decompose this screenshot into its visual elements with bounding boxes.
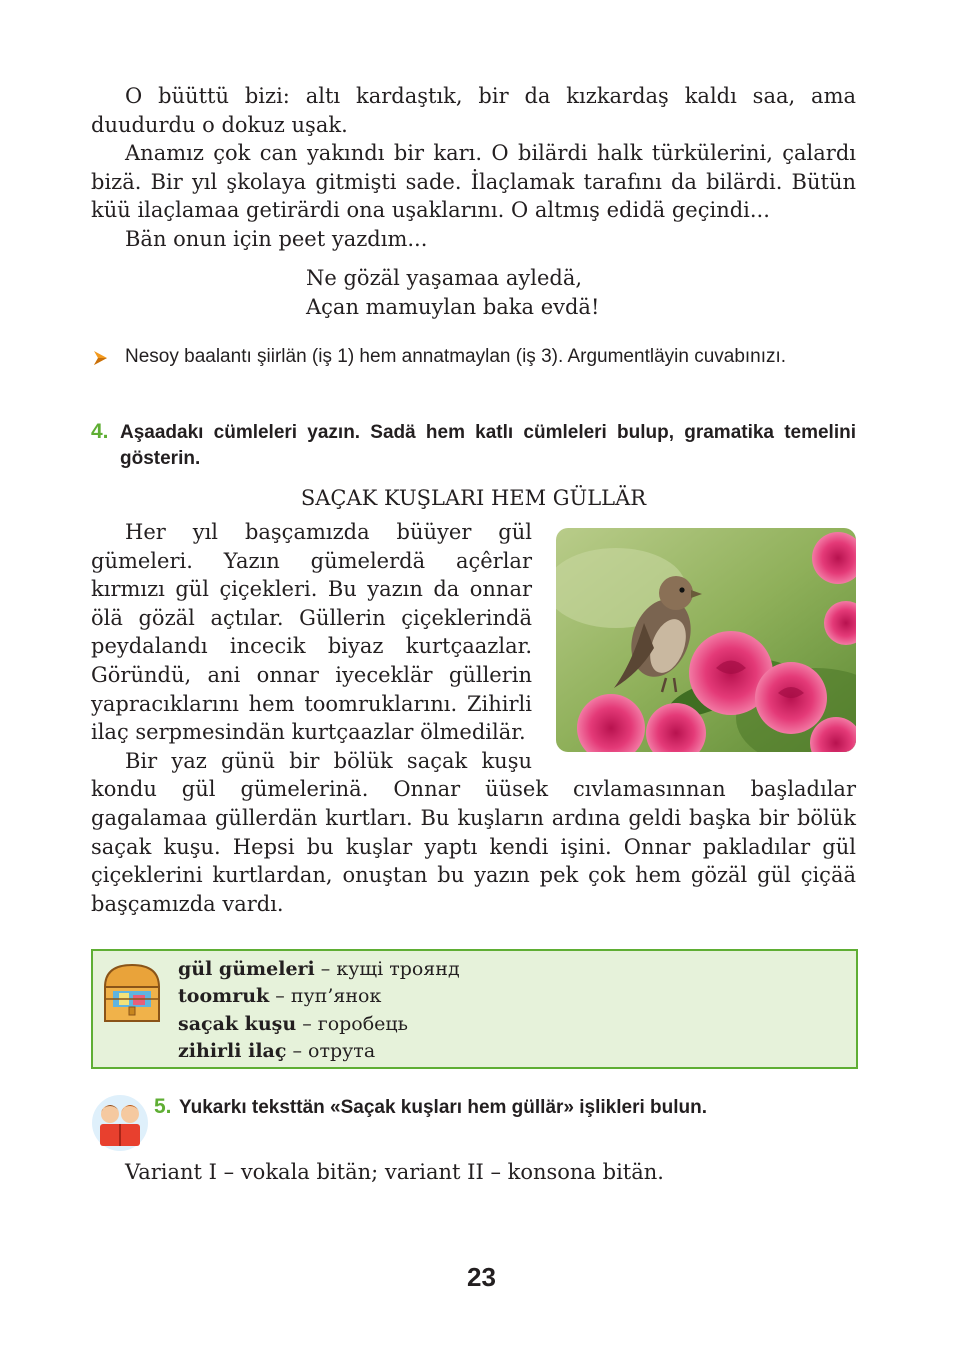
task-text: Yukarkı teksttän «Saçak kuşları hem güllär» işlikleri bulun. (179, 1097, 708, 1118)
vocab-dash: – (286, 1040, 309, 1063)
vocab-term: saçak kuşu (178, 1012, 297, 1035)
task-5 (91, 1094, 856, 1154)
vocab-translation: пуп’янок (290, 985, 382, 1008)
task-text: Aşaadakı cümleleri yazın. Sadä hem katlı cümleleri bulup, gramatika temelini gösterin. (120, 422, 856, 469)
poem-line: Açan mamuylan baka evdä! (306, 294, 600, 319)
bullet-question (91, 344, 856, 370)
reading-kids-icon (91, 1094, 149, 1152)
story-text (91, 518, 856, 918)
vocab-translation: отрута (308, 1040, 376, 1063)
intro-text (91, 82, 856, 254)
vocab-item (178, 983, 460, 1010)
vocab-dash: – (314, 958, 337, 980)
paragraph: Bir yaz günü bir bölük saçak kuşu kondu gül gümelerinä. Onnar üüsek cıvlamasınnan başladılar gagalamaa güllerdän kurtları. Bu kuşların ardına geldi başka bir bölük saçak kuşu. Hepsi bu kuşlar yaptı kendi işini. Onnar pakladılar gül çiçeklerini kurtlardan, onuştan bu yazın pek çok hem gözäl gül çiçää başçamızda vardı. (91, 748, 856, 916)
paragraph: Anamız çok can yakındı bir karı. O bilärdi halk türkülerini, çalardı bizä. Bir yıl şkolaya gitmişti sade. İlaçlamak tarafını da bilärdi. Bütün küü ilaçlamaa getirärdi ona uşaklarını. O altmış edidä geçindi... (91, 141, 856, 223)
task-number: 4. (91, 420, 109, 443)
task-4 (91, 420, 856, 472)
task-number: 5. (154, 1095, 172, 1118)
vocabulary-box (91, 949, 858, 1069)
vocab-translation: горобець (317, 1012, 408, 1035)
poem-line: Ne gözäl yaşamaa ayledä, (306, 266, 583, 290)
vocab-dash: – (269, 985, 291, 1008)
vocab-term: zihirli ilaç (178, 1040, 287, 1063)
vocab-term: toomruk (178, 985, 270, 1008)
poem (306, 264, 806, 321)
paragraph: Bän onun için peet yazdım... (125, 226, 428, 251)
paragraph: O büüttü bizi: altı kardaştık, bir da kızkardaş kaldı saa, ama duudurdu o dokuz uşak. (91, 84, 856, 137)
variant-text: Variant I – vokala bitän; variant II – konsona bitän. (125, 1160, 664, 1184)
vocab-item (178, 1038, 460, 1065)
sparrow-roses-photo (556, 528, 856, 752)
vocab-translation: кущі троянд (336, 958, 460, 980)
vocabulary-list (178, 956, 460, 1066)
vocab-term: gül gümeleri (178, 958, 315, 980)
paragraph: Her yıl başçamızda büüyer gül gümeleri. Yazın gümelerdä açêrlar kırmızı gül çiçekleri. Bu yazın da onnar ölä gözäl açtılar. Güllerin çiçeklerindä peydalandı incecik biyaz kurtçaazlar. Göründü, ani onnar iyeceklär güllerin yapracıklarını hem toomruklarını. Zihirli ilaç serpmesindän kurtçaazlar ölmedilär. (91, 520, 532, 745)
vocab-item (178, 1011, 460, 1038)
treasure-chest-icon (99, 957, 165, 1027)
arrow-bullet-icon (93, 350, 109, 366)
page-number: 23 (467, 1262, 496, 1292)
vocab-item (178, 956, 460, 983)
vocab-dash: – (296, 1012, 318, 1035)
story-title: SAÇAK KUŞLARI HEM GÜLLÄR (300, 486, 647, 510)
bullet-text: Nesoy baalantı şiirlän (iş 1) hem annatmaylan (iş 3). Argumentläyin cuvabınızı. (125, 346, 787, 367)
